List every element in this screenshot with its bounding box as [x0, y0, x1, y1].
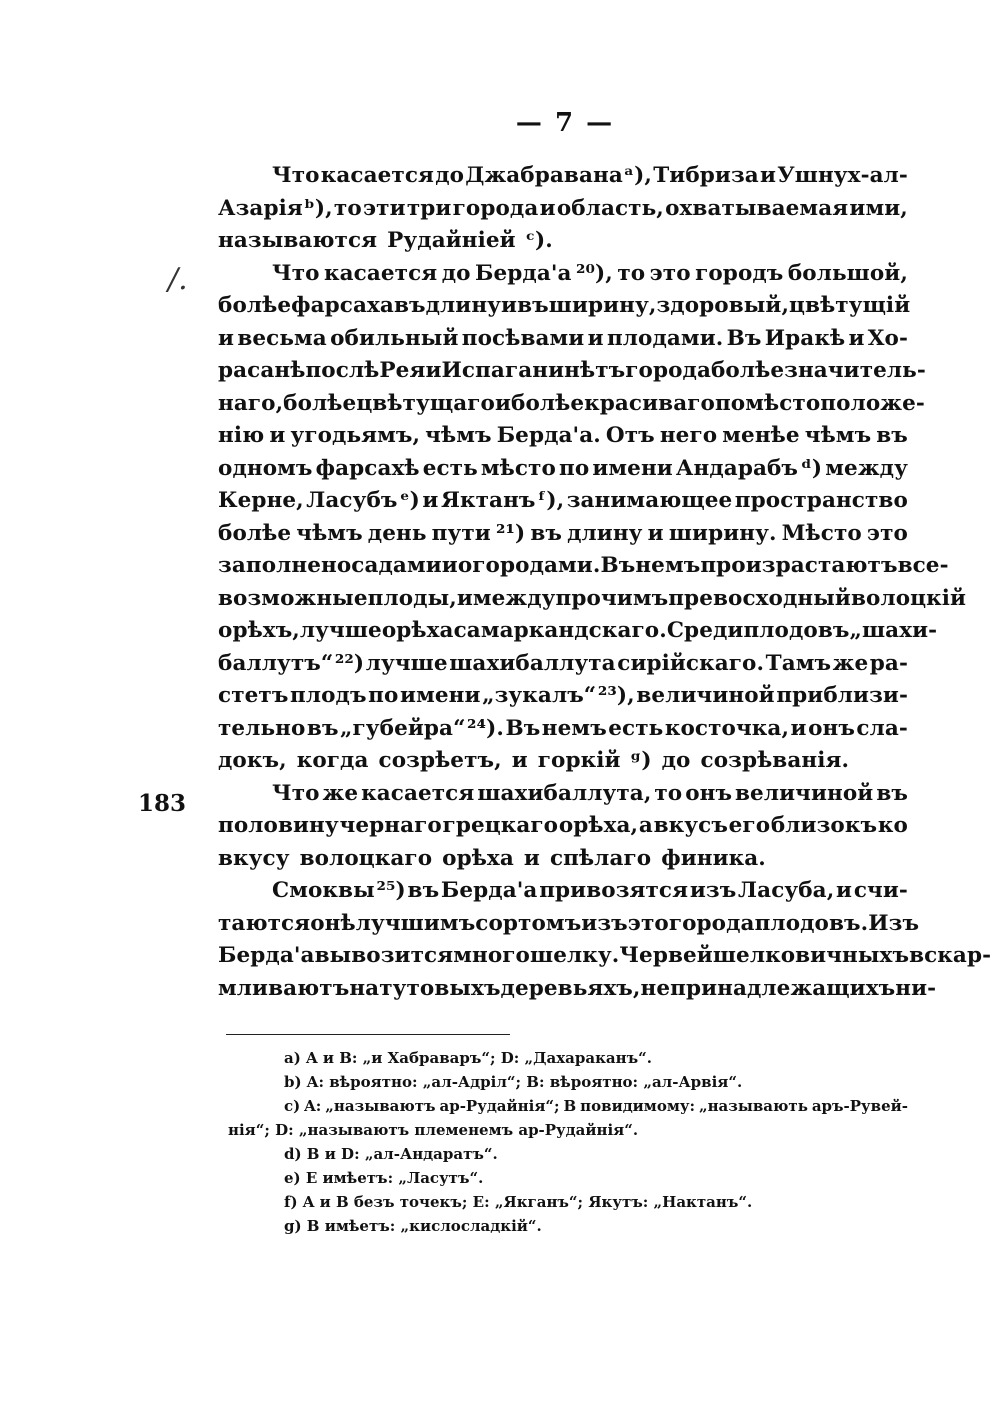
text-line: Азарія ᵇ), то эти три города и область, охватываемая ими,	[218, 195, 908, 221]
text-line: мливаютъ на тутовыхъ деревьяхъ, не принадлежащихъ ни-	[218, 975, 937, 1001]
footnote: b) A: вѣроятно: „ал-Адріл“; B: вѣроятно: „ал-Арвія“.	[284, 1073, 743, 1091]
footnotes	[228, 1046, 908, 1238]
margin-pencil-mark: /.	[168, 262, 188, 297]
text-line: одномъ фарсахѣ есть мѣсто по имени Андарабъ ᵈ) между	[218, 455, 908, 481]
footnote: e) E имѣетъ: „Ласутъ“.	[284, 1169, 484, 1187]
footnote-divider	[226, 1034, 510, 1035]
footnote: f) A и B безъ точекъ; E: „Якганъ“; Якутъ: „Нактанъ“.	[284, 1193, 753, 1211]
text-line: возможные плоды, и между прочимъ превосходный волоцкій	[218, 585, 967, 611]
text-line: Что же касается шахибаллута, то онъ величиной въ	[272, 780, 908, 806]
text-line: Что касается до Берда'а ²⁰), то это городъ большой,	[272, 260, 908, 286]
text-line: докъ, когда созрѣетъ, и горкій ᵍ) до созрѣванія.	[218, 748, 850, 773]
text-line: и весьма обильный посѣвами и плодами. Въ Иракѣ и Хо-	[218, 325, 908, 351]
text-line: орѣхъ, лучше орѣха самаркандскаго. Среди плодовъ „шахи-	[218, 618, 938, 643]
text-line: болѣе фарсаха въ длину и въ ширину, здоровый, цвѣтущій	[218, 293, 911, 318]
text-line: половину чернаго грецкаго орѣха, а вкусъ его близокъ ко	[218, 813, 908, 838]
footnote: a) A и B: „и Хабраваръ“; D: „Дахараканъ“.	[284, 1049, 652, 1067]
text-line: заполнено садами и огородами. Въ немъ произрастаютъ все-	[218, 553, 949, 578]
text-line: Берда'а вывозится много шелку. Червей шелковичныхъ вскар-	[218, 943, 992, 968]
text-line: тельно въ „губейра“ ²⁴). Въ немъ есть косточка, и онъ сла-	[218, 715, 908, 741]
text-line: Керне, Ласубъ ᵉ) и Яктанъ ᶠ), занимающее пространство	[218, 488, 908, 513]
text-line: расанѣ послѣ Рея и Испагани нѣтъ города болѣе значитель-	[218, 358, 926, 383]
page-number: — 7 —	[515, 108, 615, 138]
text-line: Что касается до Джабравана ᵃ), Тибриза и Ушнух-ал-	[272, 163, 908, 188]
footnote: g) B имѣетъ: „кислосладкій“.	[284, 1217, 542, 1235]
footnote: нія“; D: „называютъ племенемъ ар-Рудайнія“.	[228, 1121, 639, 1139]
text-line: стетъ плодъ по имени „зукалъ“ ²³), величиной приблизи-	[218, 683, 908, 708]
text-line: таются онѣ лучшимъ сортомъ изъ этого рода плодовъ. Изъ	[218, 910, 920, 936]
footnote: d) B и D: „ал-Андаратъ“.	[284, 1145, 498, 1163]
text-line: называются Рудайнiей ᶜ).	[218, 228, 553, 253]
text-line: Смоквы ²⁵) въ Берда'а привозятся изъ Ласуба, и счи-	[272, 878, 908, 903]
main-text	[218, 160, 992, 1005]
text-line: баллутъ“ ²²) лучше шахибаллута сирійскаго. Тамъ же ра-	[218, 650, 908, 676]
margin-page-reference: 183	[138, 790, 187, 817]
footnote: c) A: „называютъ ар-Рудайнія“; B повидимому: „называють аръ-Рувей-	[284, 1097, 908, 1115]
text-line: вкусу волоцкаго орѣха и спѣлаго финика.	[218, 845, 766, 871]
text-line: нію и угодьямъ, чѣмъ Берда'а. Отъ него менѣе чѣмъ въ	[218, 423, 908, 448]
text-line: наго, болѣе цвѣтущаго и болѣе красиваго по мѣстоположе-	[218, 390, 925, 416]
text-line: болѣе чѣмъ день пути ²¹) въ длину и ширину. Мѣсто это	[218, 520, 908, 546]
